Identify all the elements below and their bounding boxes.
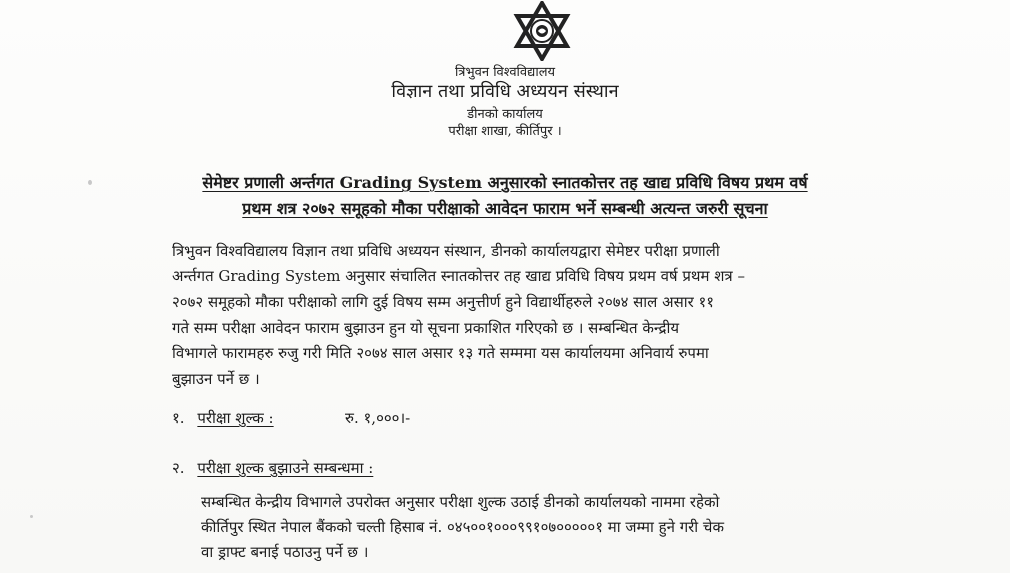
office-name: डीनको कार्यालय [467,107,543,122]
notice-title-line-2: प्रथम शत्र २०७२ समूहको मौका परीक्षाको आवेदन फाराम भर्ने सम्बन्धी अत्यन्त जरुरी सूचना [242,199,768,218]
body-line: त्रिभुवन विश्वविद्यालय विज्ञान तथा प्रविधि अध्ययन संस्थान, डीनको कार्यालयद्वारा सेमेष्टर परीक्षा प्रणाली [172,242,720,260]
payment-line: वा ड्राफ्ट बनाई पठाउनु पर्ने छ । [201,543,369,561]
scan-speck [30,515,33,518]
section-name: परीक्षा शाखा, कीर्तिपुर । [448,124,562,139]
payment-section-number: २. [172,459,185,477]
fee-label: परीक्षा शुल्क : [197,409,274,427]
body-line: विभागले फारामहरु रुजु गरी मिति २०७४ साल असार १३ गते सम्ममा यस कार्यालयमा अनिवार्य रुपमा [172,344,709,362]
scan-speck [88,180,92,185]
fee-item [172,408,274,428]
body-line: गते सम्म परीक्षा आवेदन फाराम बुझाउन हुन यो सूचना प्रकाशित गरिएको छ । सम्बन्धित केन्द्रीय [172,319,680,337]
payment-section-heading [172,458,373,478]
body-line: बुझाउन पर्ने छ । [172,370,260,388]
institute-name: विज्ञान तथा प्रविधि अध्ययन संस्थान [391,81,619,102]
tribhuvan-university-star-emblem-icon [512,1,572,61]
payment-section-title: परीक्षा शुल्क बुझाउने सम्बन्धमा : [197,459,374,477]
payment-line: कीर्तिपुर स्थित नेपाल बैंकको चल्ती हिसाब नं. ०४५००१०००९९१०७०००००१ मा जम्मा हुने गरी चेक [201,518,724,536]
body-line: २०७२ समूहको मौका परीक्षाको लागि दुई विषय सम्म अनुत्तीर्ण हुने विद्यार्थीहरुले २०७४ साल असार ११ [172,293,715,311]
university-name: त्रिभुवन विश्वविद्यालय [454,65,556,80]
fee-value: रु. १,०००।- [345,409,411,427]
notice-title-line-1: सेमेष्टर प्रणाली अर्न्तगत Grading System अनुसारको स्नातकोत्तर तह खाद्य प्रविधि विषय प्रथम वर्ष [202,173,808,192]
payment-line: सम्बन्धित केन्द्रीय विभागले उपरोक्त अनुसार परीक्षा शुल्क उठाई डीनको कार्यालयको नाममा रहेको [201,493,720,511]
fee-number: १. [172,409,185,427]
body-line: अर्न्तगत Grading System अनुसार संचालित स्नातकोत्तर तह खाद्य प्रविधि विषय प्रथम वर्ष प्रथम शत्र – [172,267,745,285]
